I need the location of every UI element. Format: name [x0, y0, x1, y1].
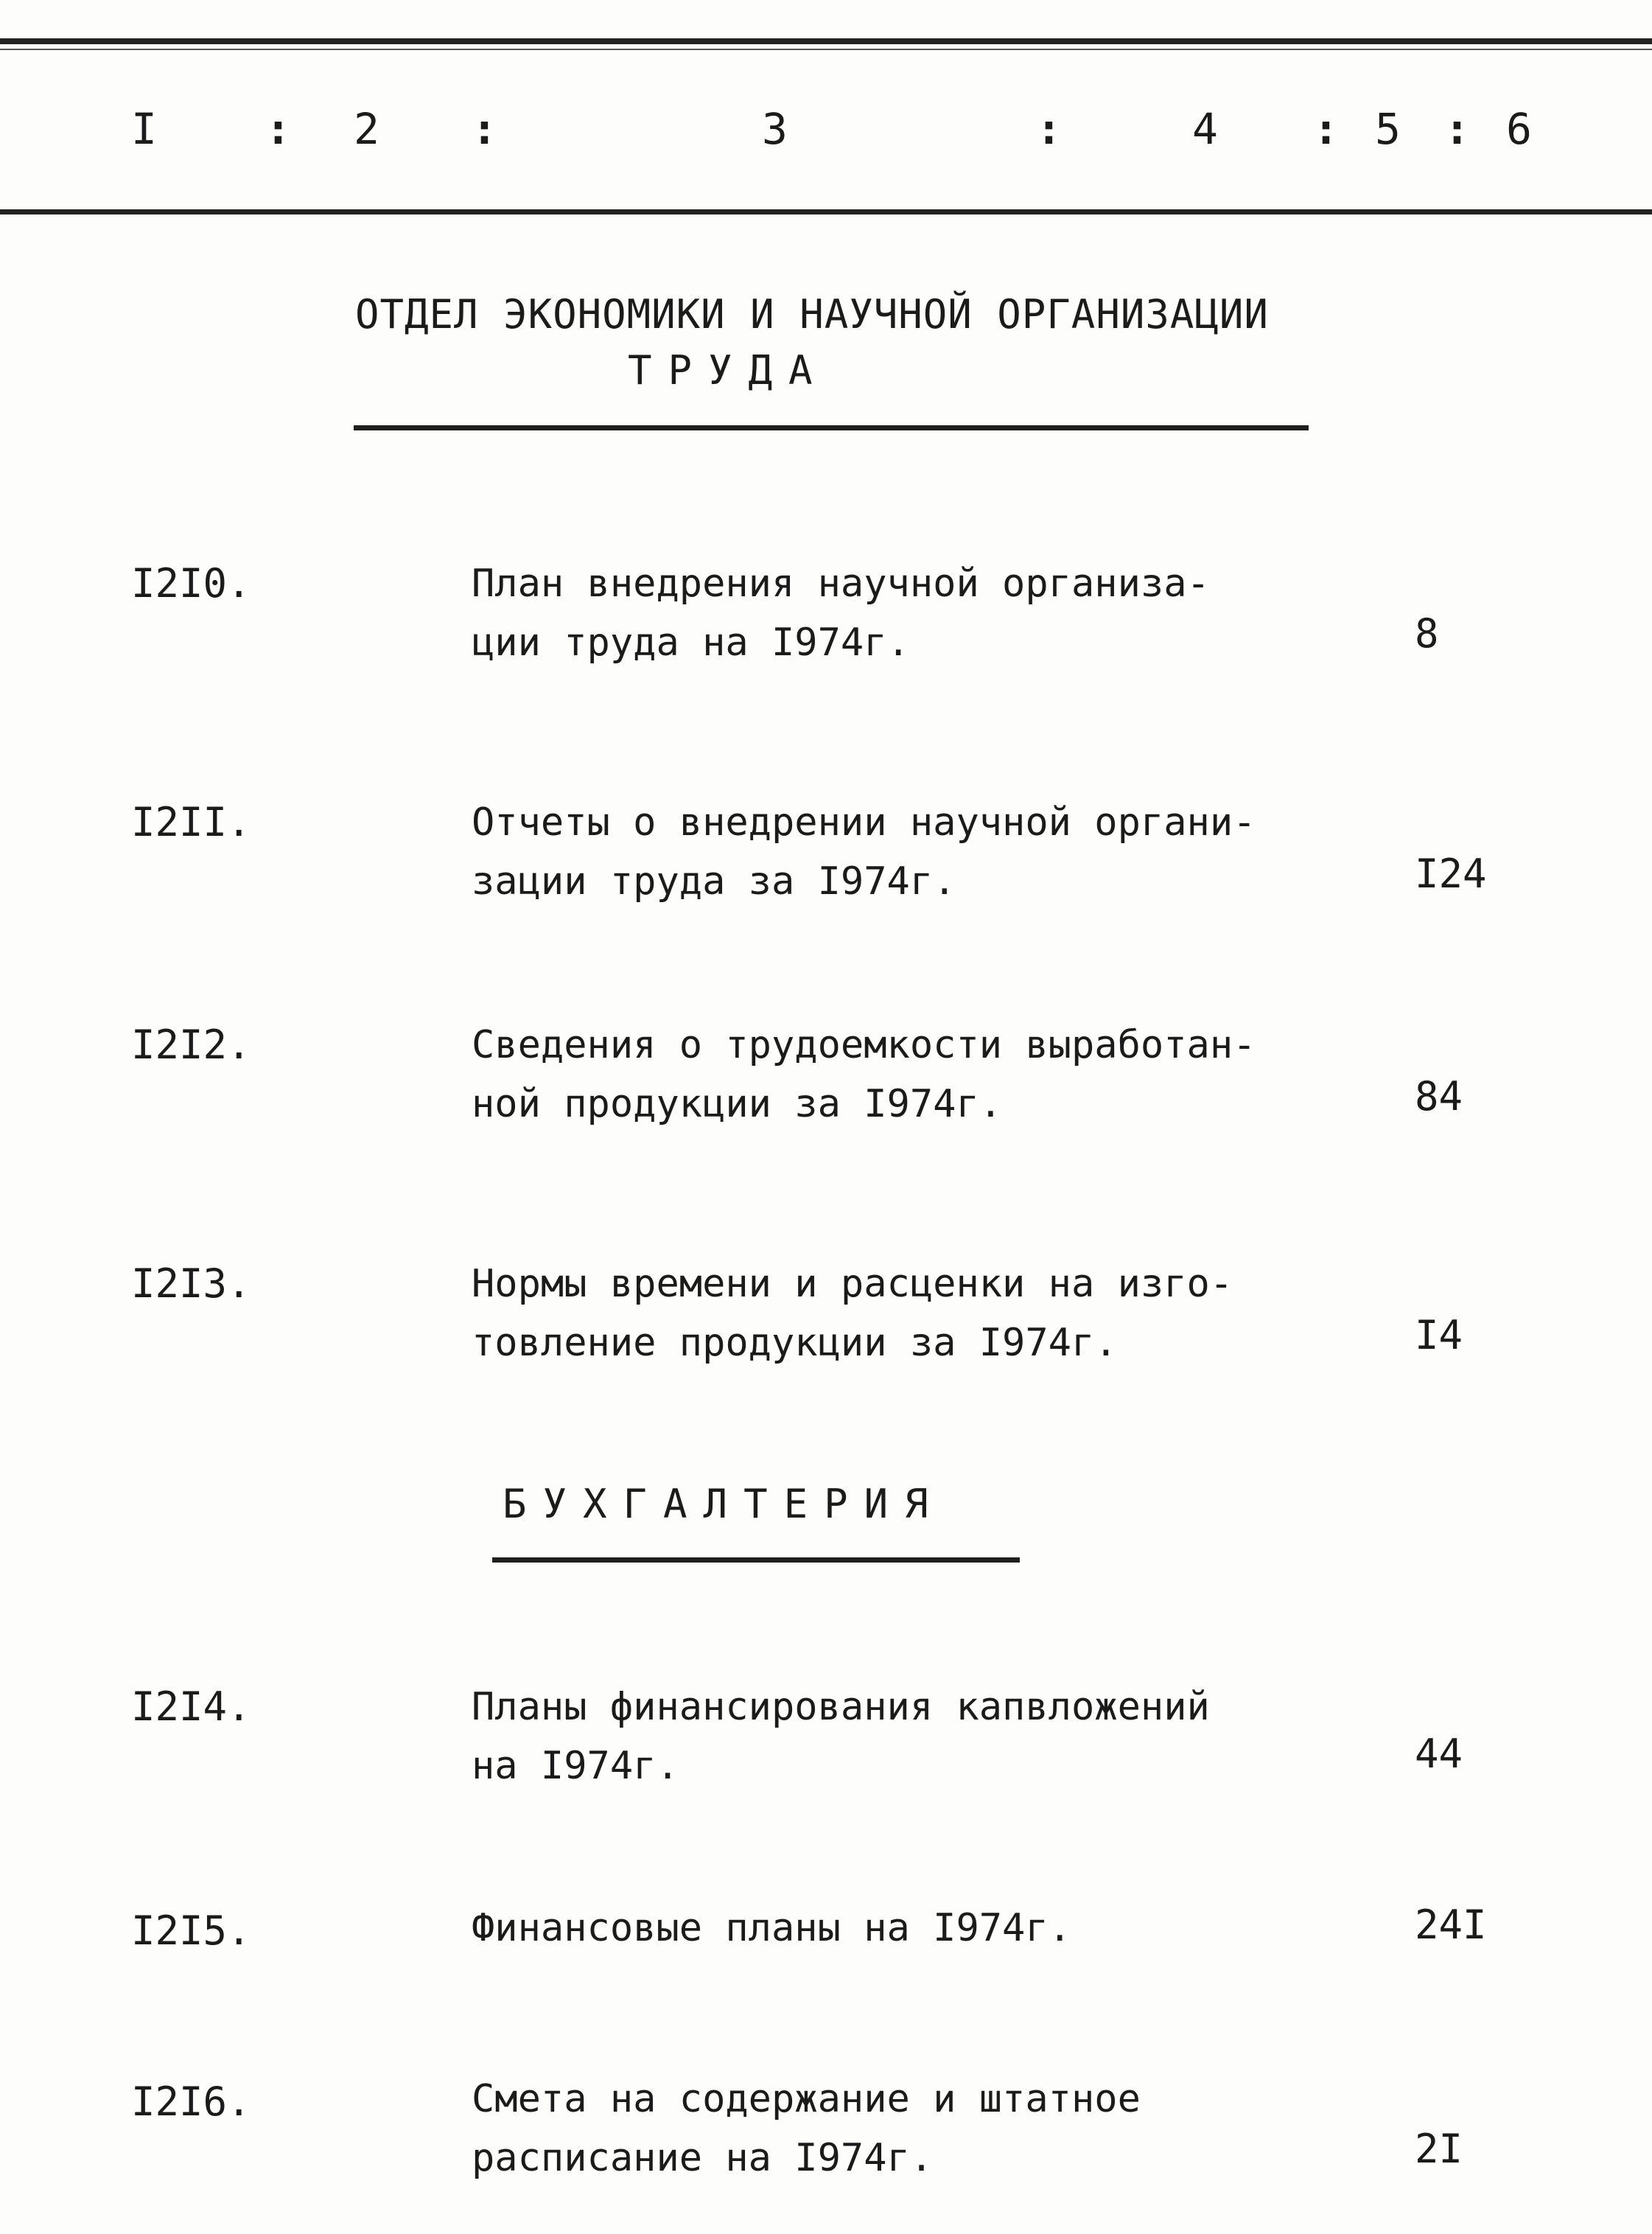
row-description-line: Планы финансирования капвложений	[472, 1685, 1210, 1729]
row-description-line: товление продукции за I974г.	[472, 1321, 1118, 1365]
section-title-economics: ОТДЕЛ ЭКОНОМИКИ И НАУЧНОЙ ОРГАНИЗАЦИИ	[355, 291, 1269, 338]
header-bottom-rule	[0, 209, 1652, 214]
row-description-line: на I974г.	[472, 1744, 679, 1788]
row-description	[472, 1899, 1297, 1958]
section-title-economics-line2: ТРУДА	[628, 347, 829, 394]
column-header-2: 2	[354, 104, 379, 154]
row-description	[472, 2070, 1297, 2188]
row-description-line: Нормы времени и расценки на изго-	[472, 1262, 1233, 1306]
row-description-line: Отчеты о внедрении научной органи-	[472, 800, 1256, 845]
row-description-line: расписание на I974г.	[472, 2136, 934, 2180]
section-underline	[354, 425, 1309, 430]
row-description	[472, 1254, 1297, 1372]
row-description	[472, 793, 1297, 911]
row-description-line: План внедрения научной организа-	[472, 562, 1210, 606]
row-sheet-count: I24	[1415, 851, 1487, 897]
column-separator: :	[265, 104, 291, 154]
row-description	[472, 1678, 1297, 1795]
column-separator: :	[472, 104, 497, 154]
column-separator: :	[1036, 104, 1062, 154]
column-header-1: I	[131, 104, 157, 154]
row-number: I2I5.	[131, 1907, 251, 1954]
column-header-6: 6	[1506, 104, 1532, 154]
row-sheet-count: I4	[1415, 1312, 1463, 1358]
header-top-rule	[0, 38, 1652, 44]
row-description	[472, 554, 1297, 672]
row-sheet-count: 2I	[1415, 2126, 1463, 2172]
row-number: I2II.	[131, 799, 251, 845]
column-header-4: 4	[1192, 104, 1218, 154]
column-separator: :	[1313, 104, 1339, 154]
row-number: I2I4.	[131, 1683, 251, 1730]
row-number: I2I3.	[131, 1260, 251, 1307]
row-sheet-count: 24I	[1415, 1902, 1487, 1948]
row-description-line: ции труда на I974г.	[472, 621, 910, 665]
section-underline	[492, 1557, 1020, 1563]
row-number: I2I6.	[131, 2078, 251, 2125]
row-description-line: Сведения о трудоемкости выработан-	[472, 1023, 1256, 1067]
column-header-3: 3	[762, 104, 788, 154]
row-description-line: Смета на содержание и штатное	[472, 2077, 1141, 2121]
column-separator: :	[1444, 104, 1470, 154]
row-description-line: Финансовые планы на I974г.	[472, 1906, 1071, 1950]
header-top-thin-rule	[0, 49, 1652, 50]
row-description	[472, 1016, 1297, 1134]
row-sheet-count: 84	[1415, 1073, 1463, 1120]
row-sheet-count: 44	[1415, 1731, 1463, 1777]
row-sheet-count: 8	[1415, 610, 1439, 657]
row-description-line: ной продукции за I974г.	[472, 1082, 1003, 1126]
row-description-line: зации труда за I974г.	[472, 859, 956, 904]
column-header-5: 5	[1375, 104, 1401, 154]
section-title-accounting: БУХГАЛТЕРИЯ	[503, 1481, 945, 1527]
row-number: I2I0.	[131, 560, 251, 607]
row-number: I2I2.	[131, 1022, 251, 1068]
